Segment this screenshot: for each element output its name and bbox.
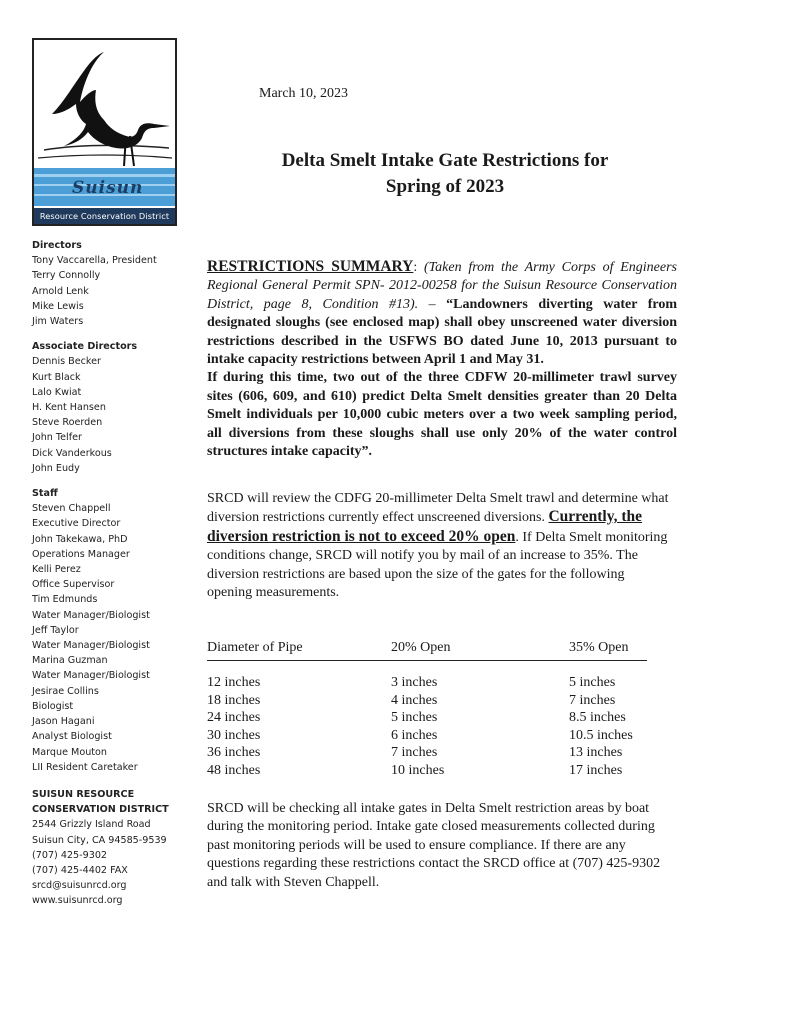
cell-diameter: 18 inches bbox=[207, 692, 261, 708]
address-line: Suisun City, CA 94585-9539 bbox=[32, 834, 167, 846]
associate-directors-heading: Associate Directors bbox=[32, 341, 138, 353]
summary-dash: – bbox=[418, 296, 447, 312]
cell-diameter: 36 inches bbox=[207, 745, 261, 761]
cell-20pct: 6 inches bbox=[391, 727, 438, 743]
staff-line: Kelli Perez bbox=[32, 564, 81, 576]
staff-line: Jason Hagani bbox=[32, 716, 95, 728]
staff-line: Marque Mouton bbox=[32, 746, 107, 758]
table-header bbox=[207, 640, 647, 661]
sidebar bbox=[32, 238, 202, 909]
staff-line: Tim Edmunds bbox=[32, 594, 98, 606]
current-restriction-emphasis: Currently, the diversion restriction is not to exceed 20% open bbox=[207, 508, 643, 545]
letter-date: March 10, 2023 bbox=[259, 86, 349, 101]
director-name: Tony Vaccarella, President bbox=[32, 255, 157, 267]
cell-35pct: 17 inches bbox=[569, 762, 623, 778]
staff-line: Office Supervisor bbox=[32, 579, 115, 591]
associate-name: Lalo Kwiat bbox=[32, 386, 82, 398]
table-row bbox=[207, 728, 647, 746]
gate-opening-table bbox=[207, 640, 647, 781]
title-line: Delta Smelt Intake Gate Restrictions for bbox=[281, 150, 609, 171]
director-name: Mike Lewis bbox=[32, 300, 84, 312]
org-name: CONSERVATION DISTRICT bbox=[32, 804, 169, 816]
cell-diameter: 12 inches bbox=[207, 675, 261, 690]
monitoring-paragraph: SRCD will be checking all intake gates in Delta Smelt restriction areas by boat during the monitoring period. Intake gate closed measurements collected during past monitoring periods will be used to ensure compliance. If there are any questions regarding these restrictions contact the SRCD office at (707) 425-9302 and talk with Steven Chappell. bbox=[207, 801, 661, 890]
logo-band-text: Resource Conservation District bbox=[34, 208, 175, 224]
cell-20pct: 7 inches bbox=[391, 745, 438, 761]
fax-line: (707) 425-4402 FAX bbox=[32, 864, 128, 876]
cell-20pct: 4 inches bbox=[391, 692, 438, 708]
summary-quote-part1: “Landowners diverting water from designated sloughs (see enclosed map) shall obey unscreened water diversion restrictions described in the USFWS BO dated June 10, 2013 pursuant to intake capacity restrictions between April 1 and May 31. bbox=[207, 296, 678, 368]
cell-20pct: 5 inches bbox=[391, 710, 438, 726]
website-link[interactable]: www.suisunrcd.org bbox=[32, 895, 123, 907]
staff-line: Steven Chappell bbox=[32, 503, 111, 515]
cell-diameter: 30 inches bbox=[207, 727, 261, 743]
cell-35pct: 10.5 inches bbox=[569, 727, 633, 743]
summary-colon: : bbox=[413, 260, 424, 275]
summary-heading: RESTRICTIONS SUMMARY bbox=[207, 258, 414, 275]
table-row bbox=[207, 745, 647, 763]
staff-line: LII Resident Caretaker bbox=[32, 761, 138, 773]
email-link[interactable]: srcd@suisunrcd.org bbox=[32, 880, 127, 892]
cell-35pct: 5 inches bbox=[569, 675, 616, 690]
table-row bbox=[207, 710, 647, 728]
table-row bbox=[207, 763, 647, 781]
cell-diameter: 24 inches bbox=[207, 710, 261, 726]
staff-line: Jeff Taylor bbox=[32, 624, 79, 636]
cell-35pct: 13 inches bbox=[569, 745, 623, 761]
associate-name: Steve Roerden bbox=[32, 417, 103, 429]
cell-35pct: 8.5 inches bbox=[569, 710, 626, 726]
staff-line: Water Manager/Biologist bbox=[32, 609, 150, 621]
associate-name: Kurt Black bbox=[32, 371, 81, 383]
cell-35pct: 7 inches bbox=[569, 692, 616, 708]
phone-line: (707) 425-9302 bbox=[32, 849, 108, 861]
document-title bbox=[210, 148, 680, 200]
review-text-1: SRCD will review the CDFG 20-millimeter Delta Smelt trawl and determine what diversion restrictions currently effect unscreened diversions. bbox=[207, 491, 669, 526]
staff-line: Executive Director bbox=[32, 518, 121, 530]
table-row bbox=[207, 675, 647, 693]
table-row bbox=[207, 693, 647, 711]
director-name: Terry Connolly bbox=[32, 270, 101, 282]
director-name: Jim Waters bbox=[32, 316, 84, 328]
cell-diameter: 48 inches bbox=[207, 762, 261, 778]
staff-heading: Staff bbox=[32, 488, 58, 500]
title-line: Spring of 2023 bbox=[385, 176, 505, 197]
director-name: Arnold Lenk bbox=[32, 285, 89, 297]
restrictions-summary bbox=[207, 258, 677, 461]
directors-heading: Directors bbox=[32, 240, 82, 251]
staff-line: Biologist bbox=[32, 700, 74, 712]
associate-name: H. Kent Hansen bbox=[32, 402, 106, 414]
logo-script-text: Suisun bbox=[72, 178, 144, 198]
staff-line: Analyst Biologist bbox=[32, 731, 112, 743]
review-text-2: . If Delta Smelt monitoring conditions change, SRCD will notify you by mail of an increase to 35%. The diversion restrictions are based upon the size of the gates for the following opening measurements. bbox=[207, 529, 668, 601]
associate-name: Dennis Becker bbox=[32, 356, 101, 368]
staff-line: Water Manager/Biologist bbox=[32, 670, 150, 682]
org-name: SUISUN RESOURCE bbox=[32, 788, 135, 800]
summary-quote-part2: If during this time, two out of the three CDFW 20-millimeter trawl survey sites (606, 609, and 610) predict Delta Smelt densities greater than 20 Delta Smelt individuals per 10,000 cubic meters over a two week sampling period, all diversions from these sloughs shall use only 20% of the water control structures intake capacity”. bbox=[207, 370, 677, 460]
staff-line: John Takekawa, PhD bbox=[32, 533, 128, 545]
staff-line: Marina Guzman bbox=[32, 655, 108, 667]
col-header-35pct: 35% Open bbox=[569, 640, 629, 655]
staff-line: Water Manager/Biologist bbox=[32, 640, 150, 652]
col-header-diameter: Diameter of Pipe bbox=[207, 640, 303, 655]
associate-name: John Telfer bbox=[32, 432, 82, 444]
srcd-logo bbox=[32, 38, 177, 226]
associate-name: John Eudy bbox=[32, 462, 80, 474]
col-header-20pct: 20% Open bbox=[391, 640, 451, 655]
summary-citation: (Taken from the Army Corps of Engineers Regional General Permit SPN- 2012-00258 for the Suisun Resource Conservation District, page 8, Condition #13). bbox=[207, 260, 677, 312]
staff-line: Jesirae Collins bbox=[32, 685, 99, 697]
address-line: 2544 Grizzly Island Road bbox=[32, 819, 151, 831]
cell-20pct: 3 inches bbox=[391, 675, 438, 690]
associate-name: Dick Vanderkous bbox=[32, 447, 112, 459]
cell-20pct: 10 inches bbox=[391, 762, 445, 778]
staff-line: Operations Manager bbox=[32, 548, 130, 560]
review-paragraph bbox=[207, 490, 669, 602]
